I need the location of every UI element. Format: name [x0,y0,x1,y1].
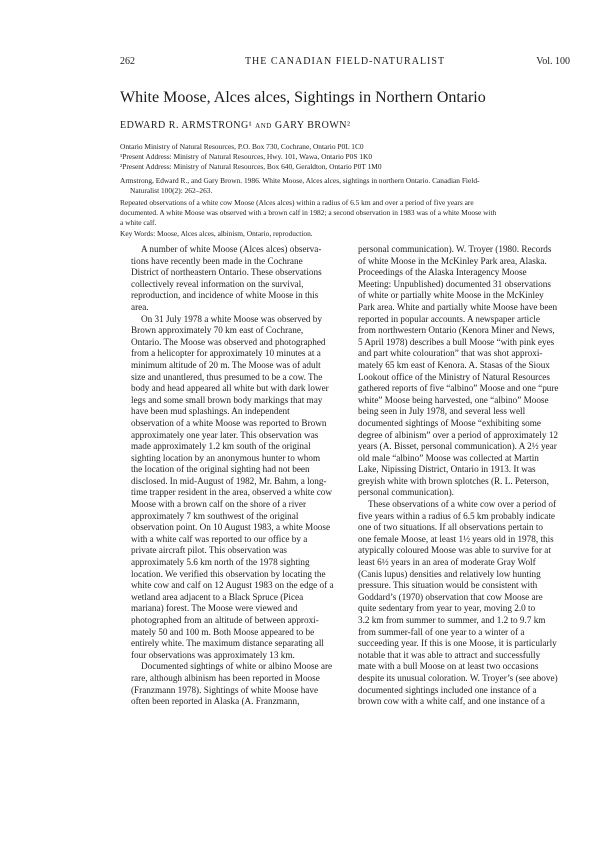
text-line: approximately one year later. This observation was [131,429,319,440]
text-line: pressure. This situation would be consistent with [358,580,538,591]
abstract [120,198,575,228]
abstract-line: a white calf. [120,218,157,227]
text-line: sighting location by an anonymous hunter to whom [131,452,321,463]
text-line: and part white colouration” that was shot approxi- [358,348,543,359]
text-line: size and unantlered, thus presumed to be a cow. The [131,371,323,382]
text-line: often been reported in Alaska (A. Franzmann, [131,696,300,707]
article-title: White Moose, Alces alces, Sightings in Northern Ontario [120,89,486,106]
text-line: Lookout office of the Ministry of Natural Resources [358,371,550,382]
text-line: mately 50 and 100 m. Both Moose appeared to be [131,626,315,637]
text-line: from summer-fall of one year to a winter of a [358,626,525,637]
text-line: Meeting: Unpublished) documented 31 observations [358,278,551,289]
text-line: On 31 July 1978 a white Moose was observed by [141,313,322,324]
text-line: entirely white. The maximum distance separating all [131,638,324,649]
text-line: the location of the original sighting had not been [131,464,310,475]
text-line: body and head appeared all white but with dark lower [131,383,329,394]
text-line: Proceedings of the Alaska Interagency Moose [358,267,527,278]
affiliation-line: ²Present Address: Ministry of Natural Resources, Box 640, Geraldton, Ontario P0T 1M0 [120,162,382,171]
text-line: Documented sightings of white or albino Moose are [141,661,333,672]
text-line: documented sightings included one instance of a [358,684,537,695]
text-line: legs and some small brown body markings that may [131,394,323,405]
citation [120,176,575,196]
text-line: from a helicopter for approximately 10 minutes at a [131,348,321,359]
text-line: greyish white with brown splotches (R. L. Peterson, [358,475,549,486]
text-line: District of northeastern Ontario. These observations [131,267,322,278]
journal-name: THE CANADIAN FIELD-NATURALIST [244,56,446,67]
text-line: private aircraft pilot. This observation was [131,545,287,556]
text-line: from northwestern Ontario (Kenora Miner and News, [358,325,555,336]
text-line: observation of a white Moose was reported to Brown [131,417,327,428]
text-line: Brown approximately 70 km east of Cochrane, [131,325,304,336]
text-line: collectively reveal information on the survival, [131,278,304,289]
body-column-right [358,244,574,708]
text-line: years (A. Bisset, personal communication). A 2½ year [358,441,557,452]
text-line: Moose with a brown calf on the shore of a river [131,499,307,510]
text-line: notable that it was able to attract and successfully [358,649,541,660]
body-column-left [131,244,347,708]
text-line: atypically coloured Moose was able to survive for at [358,545,551,556]
text-line: time trapper resident in the area, observed a white cow [131,487,333,498]
text-line: Park area. White and partially white Moose have been [358,301,558,312]
text-line: rare, although albinism has been reported in Moose [131,672,320,683]
abstract-line: Repeated observations of a white cow Moose (Alces alces) within a radius of 6.5 km and over a period of five years are [120,198,474,207]
text-line: four observations was approximately 13 km. [131,649,295,660]
text-line: Goddard’s (1970) observation that cow Moose are [358,591,543,602]
text-line: old male “albino” Moose was collected at Martin [358,452,539,463]
text-line: Lake, Nipissing District, Ontario in 1913. It was [358,464,536,475]
abstract-line: documented. A white Moose was observed with a brown calf in 1982; a second observation in 1983 was of a white Moose with [120,208,497,217]
text-line: five years within a radius of 6.5 km probably indicate [358,510,555,521]
text-line: reproduction, and incidence of white Moose in this [131,290,319,301]
text-line: 3.2 km from summer to summer, and 1.2 to 9.7 km [358,615,546,625]
text-line: (Franzmann 1978). Sightings of white Moose have [131,684,319,695]
affiliations [120,142,575,172]
text-line: mate with a bull Moose on at least two occasions [358,661,539,672]
text-line: location. We verified this observation by locating the [131,568,326,579]
text-line: of white or partially white Moose in the McKinley [358,290,544,301]
text-line: disclosed. In mid-August of 1982, Mr. Bahm, a long- [131,475,327,486]
volume-label: Vol. 100 [536,56,570,67]
text-line: succeeding year. If this is one Moose, it is particularly [358,638,557,649]
text-line: of white Moose in the McKinley Park area, Alaska. [358,255,547,266]
text-line: gathered reports of five “albino” Moose and one “pure [358,383,559,394]
paragraph [131,661,347,707]
text-line: photographed from an altitude of between approxi- [131,615,319,625]
citation-line: Naturalist 100(2): 262–263. [130,186,213,195]
text-line: reported in popular accounts. A newspaper article [358,313,540,324]
text-line: made approximately 1.2 km south of the original [131,441,311,452]
text-line: A number of white Moose (Alces alces) observa- [141,244,322,254]
paragraph [358,499,574,708]
affiliation-line: Ontario Ministry of Natural Resources, P.O. Box 730, Cochrane, Ontario P0L 1C0 [120,142,364,151]
text-line: observation point. On 10 August 1983, a white Moose [131,522,331,533]
text-line: one female Moose, at least 1½ years old in 1978, this [358,533,554,544]
text-line: Ontario. The Moose was observed and photographed [131,336,326,347]
text-line: approximately 5.6 km north of the 1978 sighting [131,557,310,568]
text-line: approximately 7 km southwest of the original [131,510,299,521]
paragraph [358,244,574,499]
text-line: one of two situations. If all observations pertain to [358,522,543,533]
text-line: (Canis lupus) densities and relatively low hunting [358,568,541,579]
text-line: least 6½ years in an area of moderate Gray Wolf [358,557,536,568]
running-header [120,56,570,70]
text-line: minimum altitude of 20 m. The Moose was of adult [131,359,321,370]
text-line: have been mud splashings. An independent [131,406,290,417]
author-line: EDWARD R. ARMSTRONG¹ and GARY BROWN² [120,120,351,131]
text-line: quite sedentary from year to year, moving 2.0 to [358,603,536,614]
text-line: mately 65 km east of Kenora. A. Stasas of the Sioux [358,359,550,370]
text-line: brown cow with a white calf, and one instance of a [358,696,546,707]
text-line: being seen in July 1978, and several less well [358,406,526,417]
text-line: white cow and calf on 12 August 1983 on the edge of a [131,580,334,591]
paragraph [131,314,347,662]
page-number: 262 [120,56,135,67]
affiliation-line: ¹Present Address: Ministry of Natural Resources, Hwy. 101, Wawa, Ontario P0S 1K0 [120,152,373,161]
text-line: area. [131,301,149,312]
key-words: Key Words: Moose, Alces alces, albinism, Ontario, reproduction. [120,229,313,238]
text-line: degree of albinism” over a period of approximately 12 [358,429,559,440]
citation-line: Armstrong, Edward R., and Gary Brown. 1986. White Moose, Alces alces, sightings in northern Ontario. Canadian Field- [120,176,480,185]
text-line: despite its unusual coloration. W. Troyer’s (see above) [358,672,558,683]
text-line: personal communication). [358,487,454,498]
text-line: These observations of a white cow over a period of [368,499,557,510]
text-line: wetland area adjacent to a Black Spruce (Picea [131,591,304,602]
text-line: white” Moose being harvested, one “albino” Moose [358,394,549,405]
text-line: documented sightings of Moose “exhibiting some [358,417,541,428]
paragraph [131,244,347,314]
text-line: personal communication). W. Troyer (1980. Records [358,244,552,254]
text-line: with a white calf was reported to our office by a [131,533,308,544]
text-line: 5 April 1978) describes a bull Moose “with pink eyes [358,336,555,347]
text-line: mariana) forest. The Moose were viewed and [131,603,298,614]
text-line: tions have recently been made in the Cochrane [131,255,303,266]
